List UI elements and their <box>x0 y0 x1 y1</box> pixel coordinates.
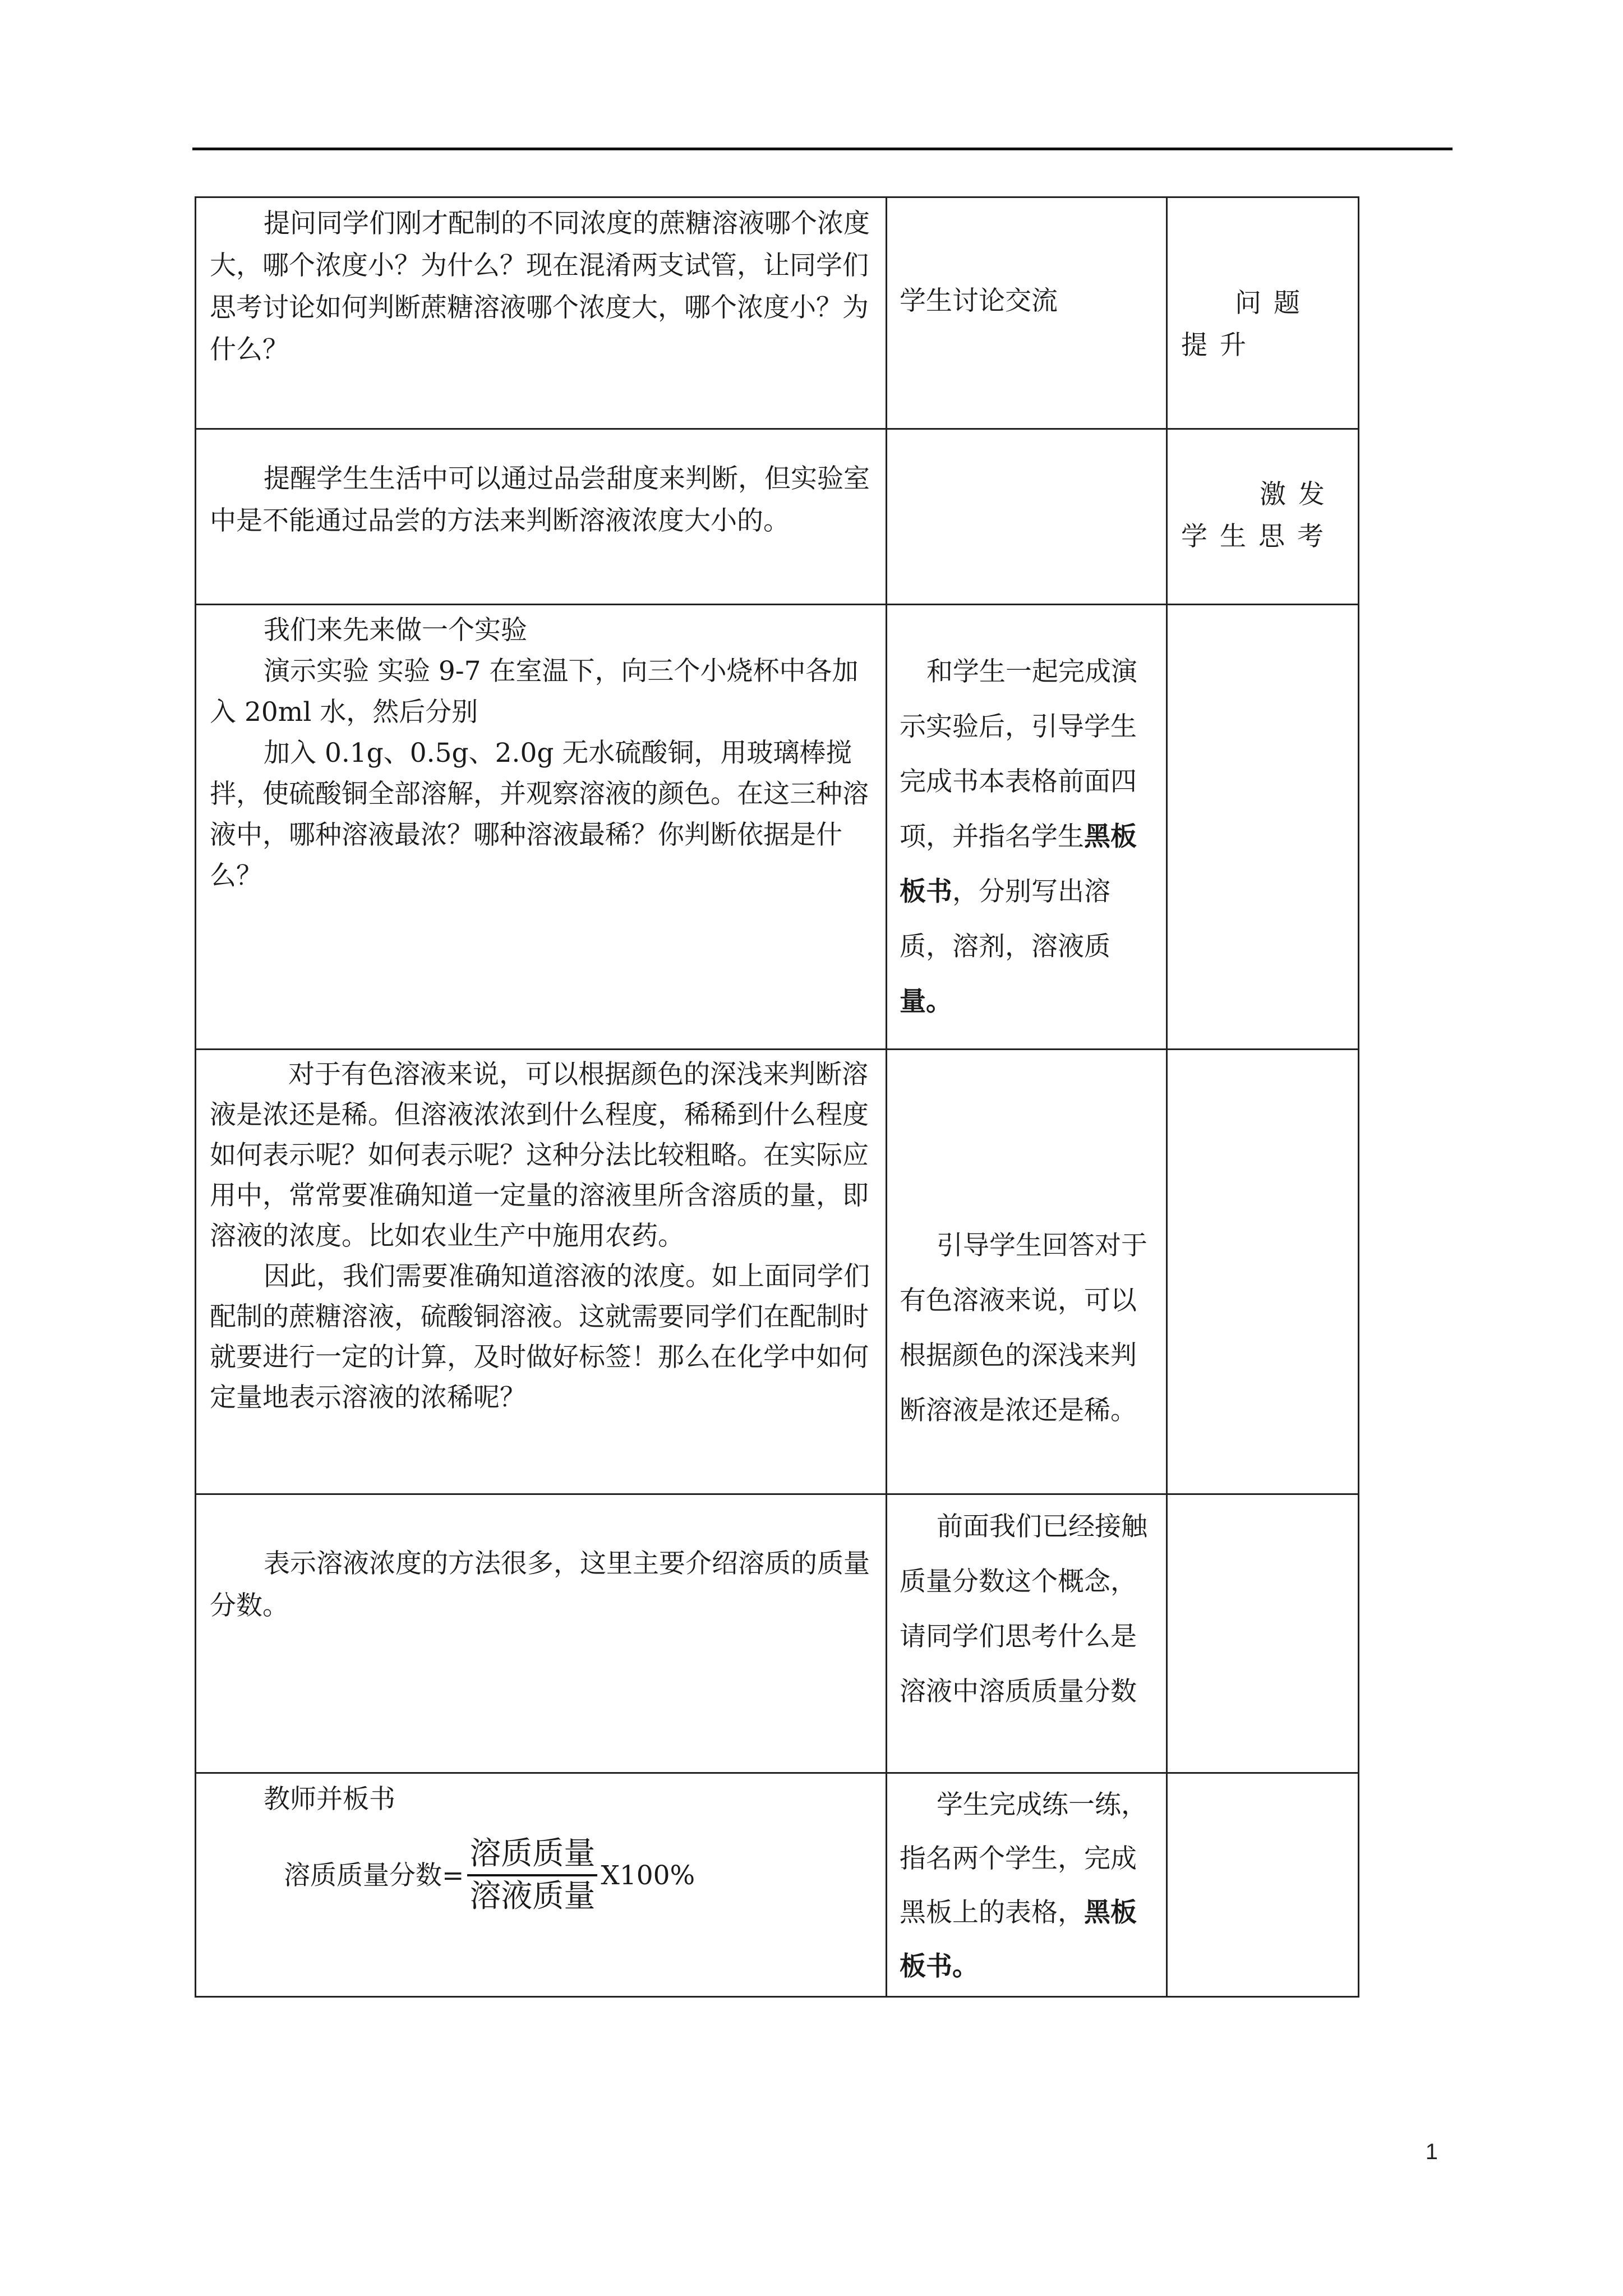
table-row <box>196 1773 1359 1997</box>
teacher-activity-cell <box>196 198 886 428</box>
table-row <box>196 429 1359 605</box>
design-intent-cell <box>1168 430 1358 604</box>
teacher-text: 对于有色溶液来说，可以根据颜色的深浅来判断溶液是浓还是稀。但溶液浓浓到什么程度，稀稀到什么程度如何表示呢？如何表示呢？这种分法比较粗略。在实际应用中，常常要准确知道一定量的溶液里所含溶质的量，即溶液的浓度。比如农业生产中施用农药。 <box>210 1059 869 1251</box>
teacher-activity-cell <box>196 1495 886 1772</box>
teacher-text: 我们来先来做一个实验 <box>264 615 527 646</box>
student-activity-cell <box>887 1050 1166 1493</box>
teacher-activity-cell <box>196 1050 886 1493</box>
teacher-text: 演示实验 实验 9-7 在室温下，向三个小烧杯中各加入 20ml 水，然后分别 <box>210 656 859 728</box>
student-activity-cell <box>887 198 1166 428</box>
student-activity-cell <box>887 1495 1166 1772</box>
teacher-text: 提醒学生生活中可以通过品尝甜度来判断，但实验室中是不能通过品尝的方法来判断溶液浓度大小的。 <box>210 463 870 536</box>
design-intent-cell <box>1168 198 1358 428</box>
formula-suffix: X100% <box>601 1860 695 1891</box>
mass-fraction-formula <box>210 1836 872 1915</box>
teacher-activity-cell <box>196 1774 886 1996</box>
table-row <box>196 1050 1359 1494</box>
student-text: 前面我们已经接触质量分数这个概念，请同学们思考什么是溶液中溶质质量分数 <box>900 1511 1147 1707</box>
design-intent-cell <box>1168 605 1358 1048</box>
design-intent-cell <box>1168 1050 1358 1493</box>
student-activity-cell <box>887 1774 1166 1996</box>
teacher-activity-cell <box>196 605 886 1048</box>
teacher-text: 提问同学们刚才配制的不同浓度的蔗糖溶液哪个浓度大，哪个浓度小？为什么？现在混淆两支试管，让同学们思考讨论如何判断蔗糖溶液哪个浓度大，哪个浓度小？为什么？ <box>210 208 870 365</box>
table-row <box>196 605 1359 1050</box>
teacher-text: 加入 0.1g、0.5g、2.0g 无水硫酸铜，用玻璃棒搅拌，使硫酸铜全部溶解，并观察溶液的颜色。在这三种溶液中，哪种溶液最浓？哪种溶液最稀？你判断依据是什么？ <box>210 738 869 891</box>
intent-text: 激发学生思考 <box>1181 479 1337 552</box>
lesson-plan-table <box>195 196 1359 1998</box>
student-activity-cell <box>887 430 1166 604</box>
formula-denominator: 溶液质量 <box>469 1878 596 1915</box>
table-row <box>196 197 1359 429</box>
student-text: 学生完成练一练，指名两个学生，完成黑板上的表格，黑板板书。 <box>900 1789 1147 1982</box>
table-row <box>196 1494 1359 1773</box>
formula-fraction <box>467 1836 597 1915</box>
teacher-activity-cell <box>196 430 886 604</box>
teacher-text: 教师并板书 <box>264 1784 395 1815</box>
design-intent-cell <box>1168 1774 1358 1996</box>
student-text: 和学生一起完成演示实验后，引导学生完成书本表格前面四项，并指名学生黑板板书，分别写出溶质，溶剂，溶液质量。 <box>900 656 1137 1017</box>
formula-numerator: 溶质质量 <box>467 1836 597 1876</box>
intent-text: 问题提升 <box>1181 288 1312 361</box>
header-rule <box>192 148 1453 150</box>
student-activity-cell <box>887 605 1166 1048</box>
teacher-text: 表示溶液浓度的方法很多，这里主要介绍溶质的质量分数。 <box>210 1548 870 1621</box>
page-number: 1 <box>1425 2139 1438 2164</box>
formula-label: 溶质质量分数= <box>284 1860 464 1891</box>
student-text: 引导学生回答对于有色溶液来说，可以根据颜色的深浅来判断溶液是浓还是稀。 <box>900 1230 1147 1426</box>
student-text: 学生讨论交流 <box>900 286 1058 316</box>
design-intent-cell <box>1168 1495 1358 1772</box>
teacher-text: 因此，我们需要准确知道溶液的浓度。如上面同学们配制的蔗糖溶液，硫酸铜溶液。这就需要同学们在配制时就要进行一定的计算，及时做好标签！那么在化学中如何定量地表示溶液的浓稀呢？ <box>210 1261 870 1413</box>
